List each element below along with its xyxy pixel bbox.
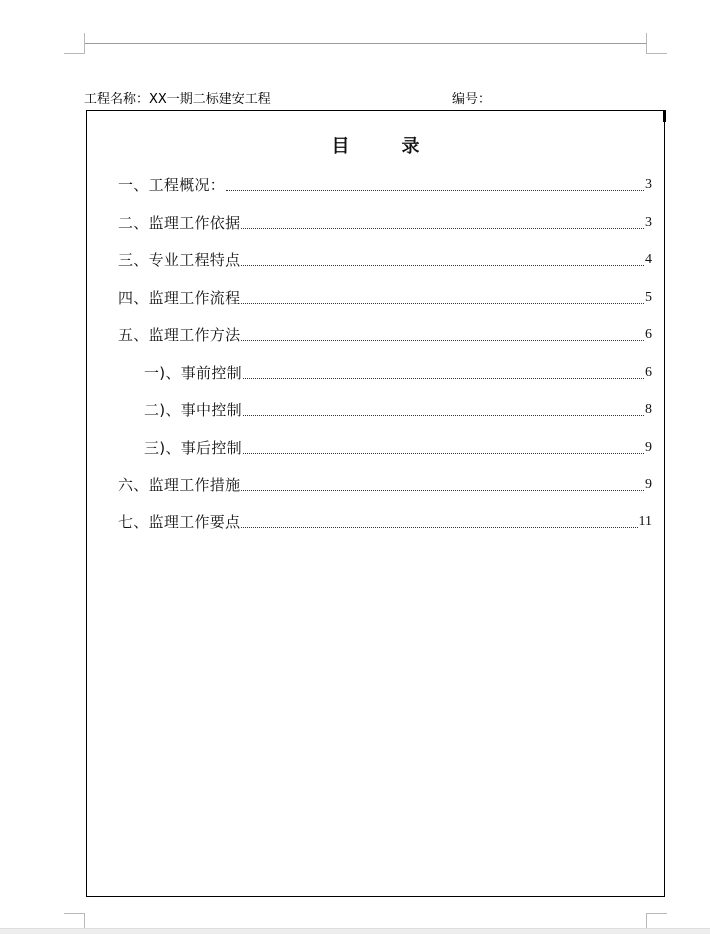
toc-entry-page: 11 xyxy=(638,514,652,529)
toc-entry-label: 二、监理工作依据 xyxy=(118,214,241,232)
toc-entry[interactable] xyxy=(144,397,652,419)
table-of-contents xyxy=(86,0,665,933)
toc-entry-label: 四、监理工作流程 xyxy=(118,289,241,307)
toc-dot-leader xyxy=(226,189,644,191)
toc-entry-page: 4 xyxy=(645,252,652,267)
toc-dot-leader xyxy=(241,339,644,341)
toc-dot-leader xyxy=(243,414,644,416)
page-bottom-edge xyxy=(0,928,710,934)
toc-entry[interactable] xyxy=(118,210,652,232)
toc-dot-leader xyxy=(241,227,644,229)
project-name: 工程名称：XX一期二标建安工程 xyxy=(84,92,271,107)
toc-dot-leader xyxy=(241,302,644,304)
toc-entry-page: 5 xyxy=(645,290,652,305)
toc-entry-label: 七、监理工作要点 xyxy=(118,513,241,531)
toc-entry-page: 3 xyxy=(645,215,652,230)
crop-mark-top-left xyxy=(64,33,85,54)
toc-entry-page: 8 xyxy=(645,402,652,417)
toc-entry-page: 9 xyxy=(645,477,652,492)
toc-entry[interactable] xyxy=(118,509,652,531)
toc-entry-label: 三)、事后控制 xyxy=(144,439,242,457)
toc-entry-label: 一、工程概况： xyxy=(118,176,226,194)
toc-entry[interactable] xyxy=(118,172,652,194)
toc-entry-label: 五、监理工作方法 xyxy=(118,326,241,344)
toc-entry[interactable] xyxy=(118,322,652,344)
toc-entry-page: 6 xyxy=(645,327,652,342)
toc-dot-leader xyxy=(241,489,644,491)
toc-dot-leader xyxy=(241,526,637,528)
toc-entry-page: 9 xyxy=(645,440,652,455)
toc-entry-label: 六、监理工作措施 xyxy=(118,476,241,494)
toc-entry[interactable] xyxy=(118,247,652,269)
toc-entry[interactable] xyxy=(118,472,652,494)
toc-entry-page: 3 xyxy=(645,177,652,192)
project-number-label: 编号： xyxy=(452,92,492,107)
toc-entry[interactable] xyxy=(144,435,652,457)
toc-dot-leader xyxy=(241,264,644,266)
toc-entry-label: 三、专业工程特点 xyxy=(118,251,241,269)
toc-entry[interactable] xyxy=(118,285,652,307)
toc-entry-label: 一)、事前控制 xyxy=(144,364,242,382)
toc-dot-leader xyxy=(243,377,644,379)
toc-entry-page: 6 xyxy=(645,365,652,380)
toc-title: 目录 xyxy=(331,136,472,157)
toc-entry-label: 二)、事中控制 xyxy=(144,401,242,419)
toc-dot-leader xyxy=(243,452,644,454)
toc-entry[interactable] xyxy=(144,360,652,382)
